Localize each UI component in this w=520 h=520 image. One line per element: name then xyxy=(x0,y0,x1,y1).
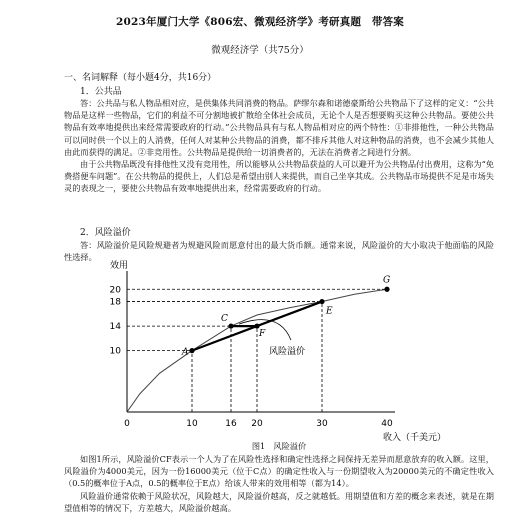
point-E xyxy=(319,299,324,304)
risk-premium-chart xyxy=(95,261,447,443)
x-tick-10: 10 xyxy=(186,419,198,429)
figure-caption: 图1 风险溢价 xyxy=(251,441,307,451)
paragraph-3: 答：风险溢价是风险规避者为规避风险而愿意付出的最大货币额。通常来说，风险溢价的大小取决于他面临的风险性选择。 xyxy=(64,240,494,263)
paragraph-1: 答：公共品与私人物品相对应，是供集体共同消费的物品。萨缪尔森和诺德豪斯给公共物品下了这样的定义：“公共物品是这样一些物品，它们的利益不可分割地被扩散给全体社会成员，无论个人是否想要购买这种公共物品。要使公共物品有效率地提供出来经常需要政府的行动。”公共物品具有与私人物品相对应的两个特性：①非排他性，一种公共物品可以同时供一个以上的人消费，任何人对某种公共物品的消费，都不排斥其他人对这种物品的消费，也不会减少其他人由此而获得的满足。②非竞用性。公共物品是提供给一切消费者的，无法在消费者之间进行分割。 xyxy=(64,98,494,157)
x-tick-16: 16 xyxy=(225,419,237,429)
item-heading-2: 2．风险溢价 xyxy=(80,228,131,238)
x-tick-20: 20 xyxy=(251,419,263,429)
point-label-E: E xyxy=(326,306,333,317)
paragraph-4: 如图1所示，风险溢价CF表示一个人为了在风险性选择和确定性选择之间保持无差异而愿意放弃的收入额。这里，风险溢价为4000美元，因为一份16000美元（位于C点）的确定性收入与一份期望收入为20000美元的不确定性收入（0.5的概率位于A点，0.5的概率位于E点）给该人带来的效用相等（都为14）。 xyxy=(64,454,494,489)
x-tick-40: 40 xyxy=(381,419,393,429)
section-heading: 一、名词解释（每小题4分，共16分） xyxy=(64,73,217,83)
y-axis-label: 效用 xyxy=(109,261,129,271)
point-G xyxy=(384,287,389,292)
point-label-A: A xyxy=(182,347,189,358)
document-title: 2023年厦门大学《806宏、微观经济学》考研真题 带答案 xyxy=(116,16,404,28)
paragraph-5: 风险溢价通常依赖于风险状况，风险越大，风险溢价越高，反之就越低。用期望值和方差的概念来表述，就是在期望值相等的情况下，方差越大，风险溢价越高。 xyxy=(64,491,494,514)
x-tick-30: 30 xyxy=(316,419,328,429)
point-C xyxy=(228,323,233,328)
y-tick-20: 20 xyxy=(109,285,121,296)
point-label-C: C xyxy=(221,314,228,325)
x-axis-label: 收入（千美元） xyxy=(383,433,447,443)
document-subtitle: 微观经济学（共75分） xyxy=(211,45,309,56)
y-tick-18: 18 xyxy=(109,297,121,308)
point-A xyxy=(189,348,194,353)
y-tick-10: 10 xyxy=(109,346,121,357)
y-tick-14: 14 xyxy=(109,322,121,333)
paragraph-2: 由于公共物品既没有排他性又没有竞用性，所以能够从公共物品获益的人可以避开为公共物品付出费用，这称为“免费搭便车问题”。在公共物品的提供上，人们总是希望由别人来提供，而自己坐享其成。公共物品市场提供不足是市场失灵的表现之一，要使公共物品有效率地提供出来，经常需要政府的行动。 xyxy=(64,159,494,194)
item-heading-1: 1．公共品 xyxy=(80,87,122,97)
point-F xyxy=(254,323,259,328)
point-label-F: F xyxy=(259,329,266,340)
annotation-label: 风险溢价 xyxy=(269,347,306,358)
point-label-G: G xyxy=(383,275,391,286)
x-tick-0: 0 xyxy=(124,419,130,429)
